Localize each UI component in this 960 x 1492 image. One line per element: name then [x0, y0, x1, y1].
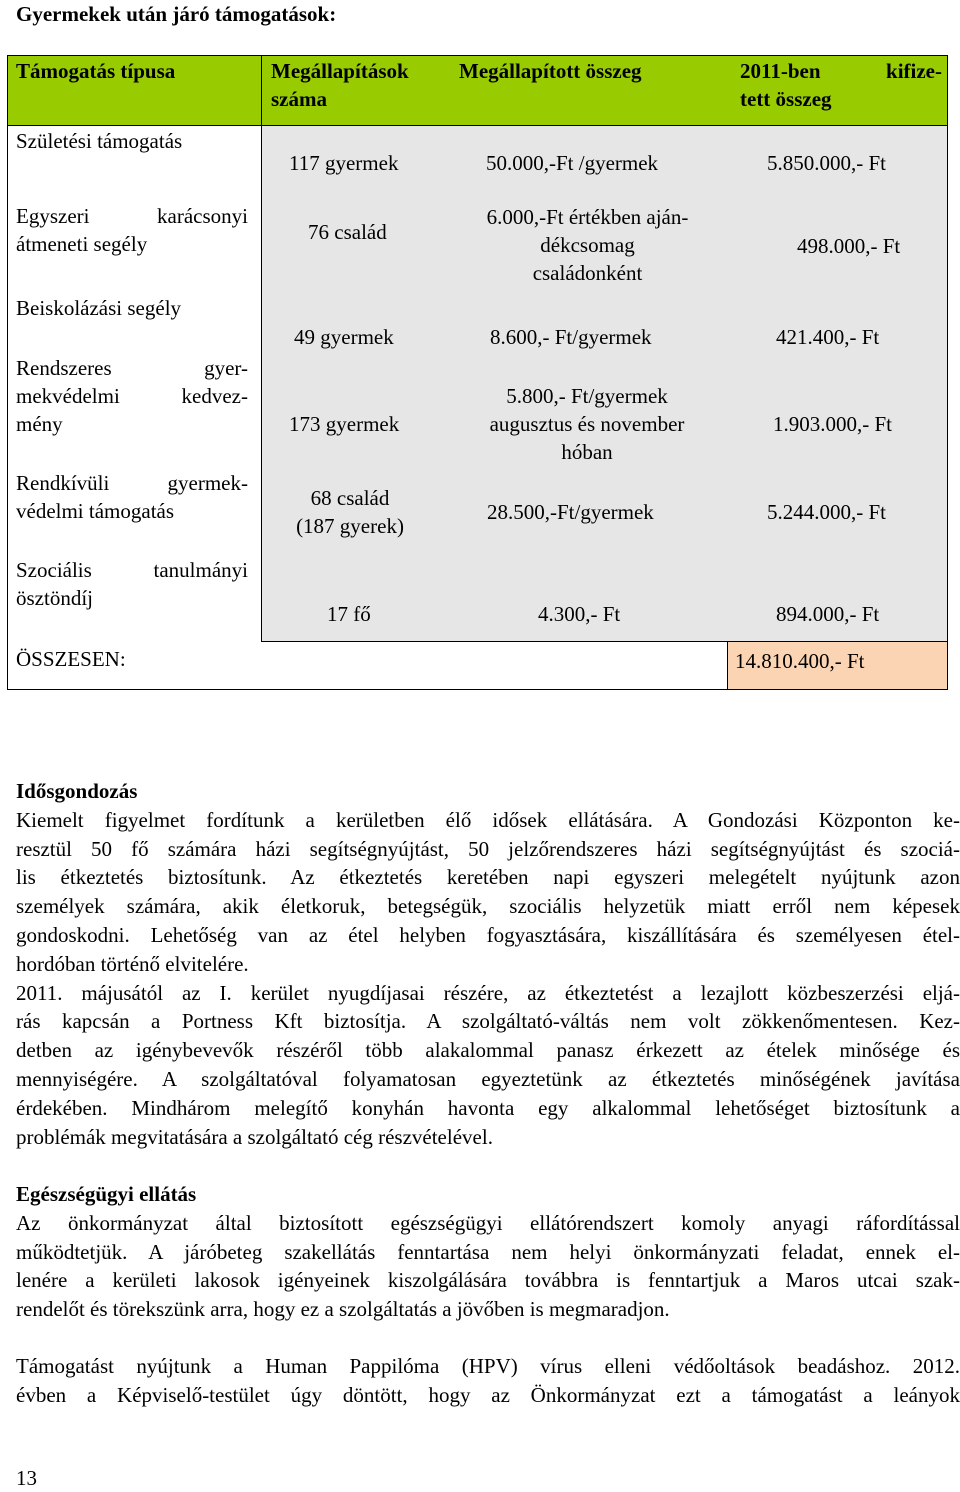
support-table — [0, 0, 960, 700]
row-type-extraordinary-child-protection: Rendkívüli gyermek- védelmi támogatás — [16, 471, 248, 523]
row-type-birth: Születési támogatás — [16, 129, 183, 153]
header-support-type: Támogatás típusa — [16, 59, 176, 83]
row-amount-regular: 5.800,- Ft/gyermek augusztus és november hóban — [489, 384, 685, 464]
row-amount-birth: 50.000,-Ft /gyermek — [486, 151, 659, 175]
row-count-regular: 173 gyermek — [289, 412, 400, 436]
header-paid-2011: 2011-ben kifize- tett összeg — [740, 59, 942, 111]
row-paid-extraordinary: 5.244.000,- Ft — [767, 500, 887, 524]
row-amount-scholarship: 4.300,- Ft — [538, 602, 621, 626]
row-type-christmas: Egyszeri karácsonyi átmeneti segély — [16, 204, 248, 256]
row-count-extraordinary: 68 család (187 gyerek) — [296, 486, 404, 538]
row-type-scholarship: Szociális tanulmányi ösztöndíj — [16, 558, 248, 610]
header-determined-amount: Megállapított összeg — [459, 59, 642, 83]
row-count-birth: 117 gyermek — [289, 151, 399, 175]
row-paid-christmas: 498.000,- Ft — [797, 234, 901, 258]
row-amount-christmas: 6.000,-Ft értékben aján- dékcsomag családonként — [486, 205, 689, 285]
row-paid-birth: 5.850.000,- Ft — [767, 151, 887, 175]
row-amount-schooling: 8.600,- Ft/gyermek — [490, 325, 652, 349]
row-count-scholarship: 17 fő — [327, 602, 371, 626]
row-paid-regular: 1.903.000,- Ft — [773, 412, 893, 436]
row-count-christmas: 76 család — [308, 220, 387, 244]
row-count-schooling: 49 gyermek — [294, 325, 394, 349]
row-paid-schooling: 421.400,- Ft — [776, 325, 880, 349]
row-amount-extraordinary: 28.500,-Ft/gyermek — [487, 500, 654, 524]
page-number: 13 — [16, 1466, 37, 1490]
section-title: Egészségügyi ellátás — [16, 1182, 197, 1206]
total-value: 14.810.400,- Ft — [735, 649, 865, 673]
section-health-care: Egészségügyi ellátás Az önkormányzat által biztosított egészségügyi ellátórendszert komoly anyagi ráfordítással működtetjük. A járóbeteg szakellátás fenntartása nem helyi önkormányzati feladat, ennek el- lenére a kerületi lakosok igényeinek kiszolgálására továbbra is fenntartjuk a Maros utcai szak- rendelőt és törekszünk arra, hogy ez a szolgáltatás a jövőben is megmaradjon. — [16, 1182, 960, 1322]
section-elderly-care: Idősgondozás Kiemelt figyelmet fordítunk a kerületben élő idősek ellátására. A Gondozási Központon ke- resztül 50 fő számára házi segítségnyújtást, 50 jelzőrendszeres házi segítségnyújtást és szociá- lis étkeztetés biztosítunk. Az étkeztetés keretében napi egyszeri melegételt nyújtunk azon személyek számára, akik életkoruk, betegségük, szociális helyzetük miatt erről nem képesek gondoskodni. Lehetőség van az étel helyben fogyasztására, kiszállítására és személyesen étel- hordóban történő elvitelére. 2011. májusától az I. kerület nyugdíjasai részére, az étkeztetést a lezajlott közbeszerzési eljá- rás kapcsán a Portness Kft biztosítja. A szolgáltató-váltás nem volt zökkenőmentesen. Kez- detben az igénybevevők részéről több alakalommal panasz érkezett az ételek minősége és mennyiségére. A szolgáltatóval folyamatosan egyeztetünk az étkeztetés minőségének javítása érdekében. Mindhárom melegítő konyhán havonta egy alkalommal lehetőséget biztosítunk a problémák megvitatására a szolgáltató cég részvételével. — [16, 779, 960, 1149]
row-type-schooling: Beiskolázási segély — [16, 296, 182, 320]
total-label: ÖSSZESEN: — [16, 647, 126, 671]
page-heading: Gyermekek után járó támogatások: — [16, 2, 337, 26]
row-type-regular-child-protection: Rendszeres gyer- mekvédelmi kedvez- mény — [16, 356, 248, 436]
section-hpv-paragraph: Támogatást nyújtunk a Human Pappilóma (HPV) vírus elleni védőoltások beadáshoz. 2012. évben a Képviselő-testület úgy döntött, hogy az Önkormányzat ezt a támogatást a leányok — [16, 1354, 960, 1407]
section-title: Idősgondozás — [16, 779, 138, 803]
header-decisions-count: Megállapítások száma — [271, 59, 409, 111]
row-paid-scholarship: 894.000,- Ft — [776, 602, 880, 626]
